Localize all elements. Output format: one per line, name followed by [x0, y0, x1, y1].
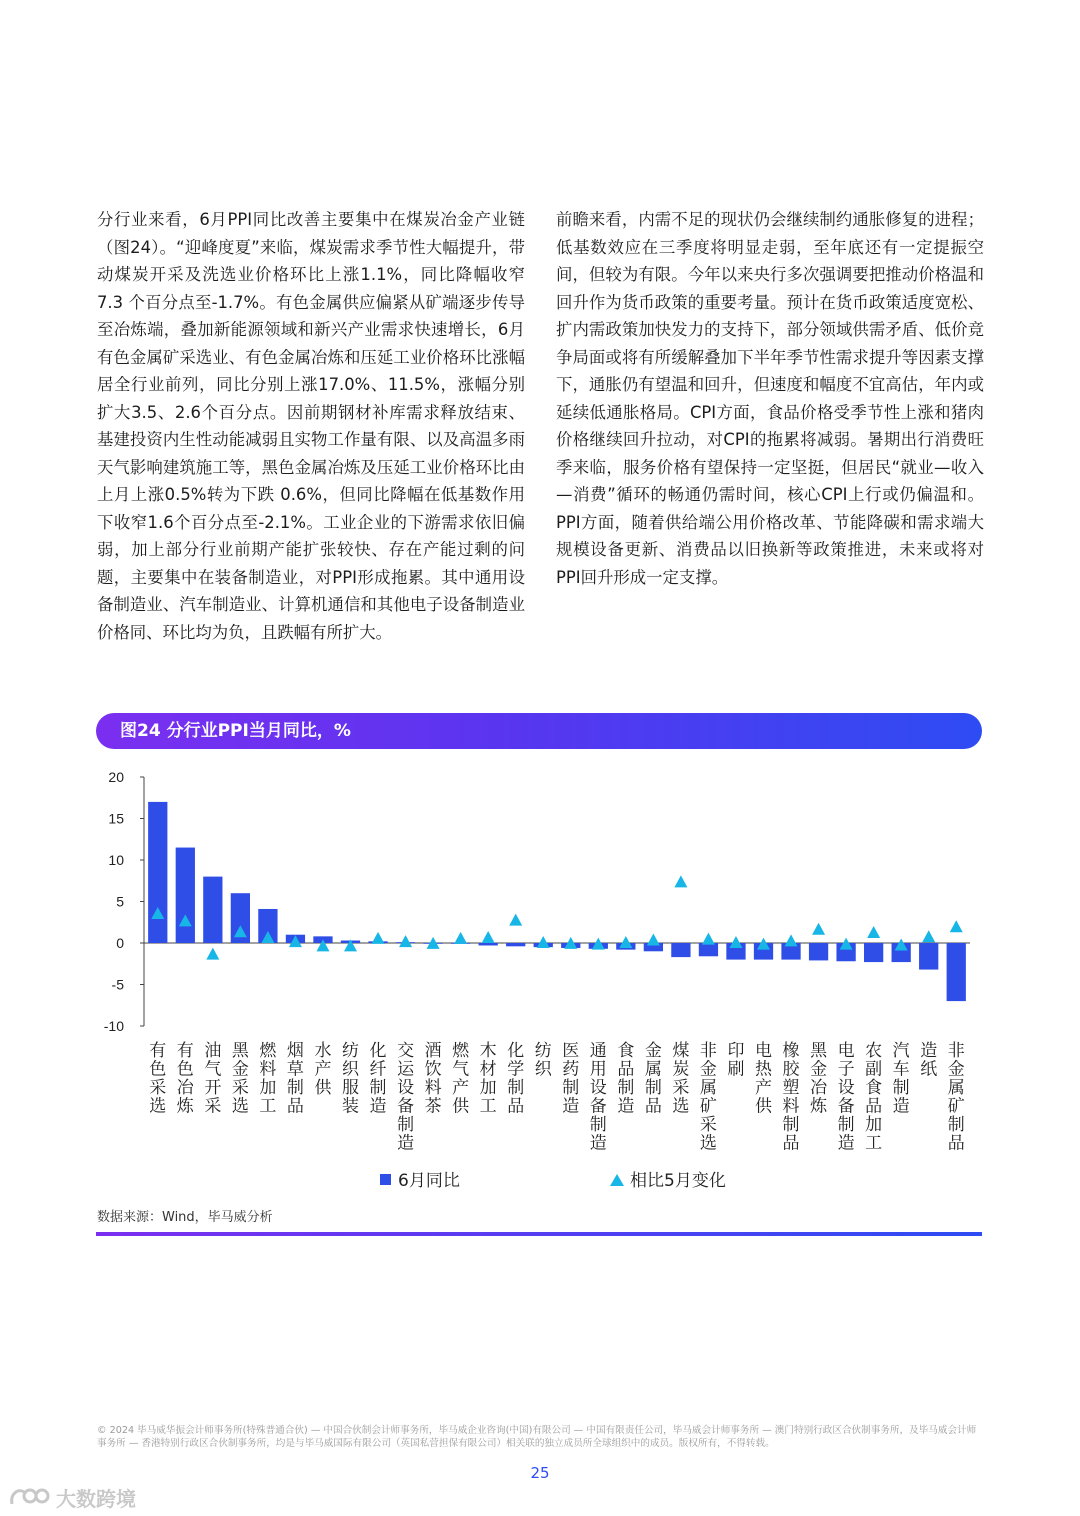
category-label: 金: [699, 1059, 717, 1080]
category-label: 饮: [424, 1059, 442, 1080]
change-marker: [537, 936, 550, 948]
change-marker: [372, 932, 385, 944]
bar: [203, 877, 222, 943]
change-marker: [399, 935, 412, 947]
category-label: 副: [865, 1059, 883, 1080]
category-label: 供: [314, 1078, 332, 1098]
category-label: 燃: [259, 1041, 277, 1061]
category-label: 造: [617, 1096, 635, 1117]
category-label: 酒: [424, 1041, 442, 1061]
category-label: 刷: [727, 1059, 745, 1080]
change-marker: [922, 930, 935, 942]
change-marker: [674, 875, 687, 887]
category-label: 设: [589, 1078, 607, 1098]
category-label: 橡: [782, 1041, 800, 1061]
category-label: 金: [231, 1059, 249, 1080]
category-label: 装: [342, 1096, 359, 1117]
category-label: 制: [369, 1078, 387, 1098]
change-marker: [729, 936, 742, 948]
category-label: 品: [617, 1059, 635, 1080]
category-label: 纺: [534, 1041, 552, 1061]
category-label: 制: [892, 1078, 910, 1098]
bar: [864, 943, 883, 962]
category-label: 产: [755, 1078, 772, 1098]
category-label: 选: [149, 1096, 167, 1117]
change-marker: [206, 948, 219, 960]
category-label: 制: [286, 1078, 304, 1098]
category-label: 非: [699, 1041, 717, 1061]
category-label: 品: [286, 1096, 304, 1117]
category-label: 金: [947, 1059, 965, 1080]
category-label: 采: [672, 1078, 690, 1098]
change-marker: [867, 926, 880, 938]
figure-title-banner: [96, 713, 982, 749]
page-number: 25: [530, 1464, 550, 1482]
change-marker: [647, 934, 660, 946]
y-tick-label: 5: [116, 893, 124, 910]
category-label: 供: [452, 1096, 470, 1117]
category-label: 选: [672, 1096, 690, 1117]
change-marker: [454, 932, 467, 944]
change-marker: [950, 920, 963, 932]
category-label: 工: [259, 1096, 277, 1117]
category-label: 色: [176, 1059, 194, 1080]
category-label: 纺: [342, 1041, 359, 1061]
category-label: 冶: [176, 1078, 194, 1098]
bar: [176, 848, 195, 943]
watermark: [8, 1482, 136, 1512]
bar: [506, 943, 525, 946]
category-label: 制: [644, 1078, 662, 1098]
legend-triangle-swatch: [610, 1174, 624, 1186]
category-label: 品: [507, 1096, 525, 1117]
category-label: 木: [479, 1041, 497, 1061]
legend-item-marker: [610, 1170, 726, 1192]
y-tick-label: 15: [108, 810, 124, 827]
figure-source: 数据来源：Wind，毕马威分析: [97, 1210, 273, 1225]
y-tick-label: 0: [116, 935, 124, 951]
category-label: 子: [837, 1059, 855, 1080]
category-label: 车: [892, 1059, 910, 1080]
category-label: 采: [699, 1115, 717, 1135]
category-label: 茶: [424, 1096, 442, 1117]
category-label: 料: [782, 1096, 800, 1117]
category-label: 医: [562, 1041, 580, 1061]
y-tick-label: -10: [103, 1018, 124, 1034]
category-label: 非: [947, 1041, 965, 1061]
change-marker: [785, 934, 798, 946]
category-label: 矿: [699, 1096, 717, 1117]
category-label: 品: [782, 1133, 800, 1154]
category-label: 品: [644, 1096, 662, 1117]
category-label: 采: [231, 1078, 249, 1098]
change-marker: [482, 931, 495, 943]
category-label: 色: [149, 1059, 167, 1080]
category-label: 加: [865, 1115, 883, 1135]
category-label: 烟: [286, 1041, 304, 1061]
category-label: 品: [947, 1133, 965, 1154]
category-label: 用: [589, 1059, 607, 1080]
category-label: 制: [397, 1115, 415, 1135]
category-label: 制: [562, 1078, 580, 1098]
category-label: 属: [947, 1078, 965, 1098]
category-label: 运: [397, 1059, 415, 1080]
category-label: 炼: [176, 1096, 194, 1117]
bar: [148, 802, 167, 943]
category-label: 印: [727, 1041, 745, 1061]
category-label: 备: [837, 1096, 855, 1117]
y-tick-label: 20: [108, 769, 124, 785]
category-label: 备: [589, 1096, 607, 1117]
category-label: 热: [755, 1059, 772, 1080]
category-label: 纸: [920, 1059, 938, 1080]
category-label: 塑: [782, 1078, 800, 1098]
category-label: 炼: [810, 1096, 828, 1117]
category-label: 食: [865, 1078, 883, 1098]
category-label: 煤: [672, 1041, 690, 1061]
category-label: 品: [865, 1096, 883, 1117]
legend-bar-label: 6月同比: [398, 1171, 460, 1191]
bar: [671, 943, 690, 957]
category-label: 造: [369, 1096, 387, 1117]
change-marker: [702, 933, 715, 945]
category-label: 造: [892, 1096, 910, 1117]
category-label: 金: [810, 1059, 828, 1080]
category-label: 采: [204, 1096, 222, 1117]
category-label: 采: [149, 1078, 167, 1098]
category-label: 化: [507, 1041, 525, 1061]
right-paragraph: 前瞻来看，内需不足的现状仍会继续制约通胀修复的进程；低基数效应在三季度将明显走弱，至年底还有一定提振空间，但较为有限。今年以来央行多次强调要把推动价格温和回升作为货币政策的重要考量。预计在货币政策适度宽松、扩内需政策加快发力的支持下，部分领域供需矛盾、低价竞争局面或将有所缓解叠加下半年季节性需求提升等因素支撑下，通胀仍有望温和回升，但速度和幅度不宜高估，年内或延续低通胀格局。CPI方面，食品价格受季节性上涨和猪肉价格继续回升拉动，对CPI的拖累将减弱。暑期出行消费旺季来临，服务价格有望保持一定坚挺，但居民“就业—收入—消费”循环的畅通仍需时间，核心CPI上行或仍偏温和。PPI方面，随着供给端公用价格改革、节能降碳和需求端大规模设备更新、消费品以旧换新等政策推进，未来或将对PPI回升形成一定支撑。: [556, 210, 984, 587]
y-tick-label: -5: [111, 976, 124, 993]
bar: [809, 943, 828, 960]
category-label: 材: [479, 1059, 497, 1080]
watermark-text: 大数跨境: [56, 1486, 136, 1511]
left-paragraph: 分行业来看，6月PPI同比改善主要集中在煤炭冶金产业链（图24）。“迎峰度夏”来临，煤炭需求季节性大幅提升，带动煤炭开采及洗选业价格环比上涨1.1%，同比降幅收窄 7.3 个百分点至-1.7%。有色金属供应偏紧从矿端逐步传导至冶炼端，叠加新能源领域和新兴产业需求快速增长，6月有色金属矿采选业、有色金属冶炼和压延工业价格环比涨幅居全行业前列，同比分别上涨17.0%、11.5%，涨幅分别扩大3.5、2.6个百分点。因前期钢材补库需求释放结束、基建投资内生性动能减弱且实物工作量有限、以及高温多雨天气影响建筑施工等，黑色金属冶炼及压延工业价格环比由上月上涨0.5%转为下跌 0.6%，但同比降幅在低基数作用下收窄1.6个百分点至-2.1%。工业企业的下游需求依旧偏弱，加上部分行业前期产能扩张较快、存在产能过剩的问题，主要集中在装备制造业，对PPI形成拖累。其中通用设备制造业、汽车制造业、计算机通信和其他电子设备制造业价格同、环比均为负，且跌幅有所扩大。: [97, 210, 525, 642]
category-label: 电: [755, 1041, 772, 1061]
category-label: 料: [424, 1078, 442, 1098]
category-label: 造: [562, 1096, 580, 1117]
legend-marker-label: 相比5月变化: [630, 1171, 726, 1191]
bar: [919, 943, 938, 970]
change-marker: [619, 936, 632, 948]
category-label: 选: [699, 1133, 717, 1154]
category-label: 有: [176, 1041, 194, 1061]
category-label: 化: [369, 1041, 387, 1061]
category-label: 织: [534, 1059, 552, 1080]
category-label: 油: [204, 1041, 222, 1061]
category-label: 电: [837, 1041, 855, 1061]
category-label: 有: [149, 1041, 167, 1061]
category-label: 备: [397, 1096, 415, 1117]
category-label: 制: [617, 1078, 635, 1098]
category-label: 纤: [369, 1059, 387, 1080]
category-label: 选: [231, 1096, 249, 1117]
change-marker: [509, 914, 522, 926]
category-label: 交: [397, 1041, 415, 1061]
category-label: 学: [507, 1059, 525, 1080]
category-label: 造: [837, 1133, 855, 1154]
category-label: 制: [837, 1115, 855, 1135]
category-label: 水: [314, 1041, 332, 1061]
bar: [479, 943, 498, 945]
category-label: 气: [204, 1059, 222, 1080]
category-label: 汽: [892, 1041, 910, 1061]
category-label: 服: [342, 1078, 359, 1098]
category-label: 供: [755, 1096, 772, 1117]
category-label: 制: [589, 1115, 607, 1135]
category-label: 造: [589, 1133, 607, 1154]
category-label: 产: [314, 1059, 332, 1080]
bar: [699, 943, 718, 956]
category-label: 冶: [810, 1078, 828, 1098]
category-label: 产: [452, 1078, 470, 1098]
category-label: 工: [865, 1133, 883, 1154]
category-label: 加: [259, 1078, 277, 1098]
legend-item-bar: [380, 1170, 460, 1192]
category-label: 矿: [947, 1096, 965, 1117]
category-label: 食: [617, 1041, 635, 1061]
bar: [947, 943, 966, 1001]
category-label: 药: [562, 1059, 580, 1080]
category-label: 设: [397, 1078, 415, 1098]
category-label: 炭: [672, 1059, 690, 1080]
category-label: 设: [837, 1078, 855, 1098]
watermark-logo-icon: [8, 1484, 50, 1510]
category-label: 料: [259, 1059, 277, 1080]
category-label: 属: [644, 1059, 662, 1080]
category-label: 通: [589, 1041, 607, 1061]
category-label: 金: [644, 1041, 662, 1061]
ppi-industry-chart: [96, 760, 982, 1160]
category-label: 造: [397, 1133, 415, 1154]
change-marker: [812, 923, 825, 935]
y-tick-label: 10: [108, 852, 124, 868]
category-label: 工: [479, 1096, 497, 1117]
category-label: 气: [452, 1059, 470, 1080]
footer-copyright: © 2024 毕马威华振会计师事务所(特殊普通合伙) — 中国合伙制会计师事务所，毕马威企业咨询(中国)有限公司 — 中国有限责任公司，毕马威会计师事务所 — 澳门特别行政区合伙制事务所，及毕马威会计师事务所 — 香港特别行政区合伙制事务所，均是与毕马威国际有限公司（英国私营担保有限公司）相关联的独立成员所全球组织中的成员。版权所有，不得转载。: [97, 1425, 977, 1449]
category-label: 黑: [231, 1041, 249, 1061]
figure-title: 图24 分行业PPI当月同比，%: [120, 721, 351, 741]
figure-divider: [96, 1232, 982, 1236]
category-label: 织: [342, 1059, 359, 1080]
category-label: 黑: [810, 1041, 828, 1061]
legend-bar-swatch: [380, 1174, 391, 1185]
category-label: 燃: [452, 1041, 470, 1061]
category-label: 制: [507, 1078, 525, 1098]
category-label: 造: [920, 1041, 938, 1061]
category-label: 加: [479, 1078, 497, 1098]
category-label: 农: [865, 1041, 883, 1061]
category-label: 胶: [782, 1059, 800, 1080]
category-label: 开: [204, 1078, 222, 1098]
category-label: 草: [286, 1059, 304, 1080]
category-label: 属: [699, 1078, 717, 1098]
category-label: 制: [782, 1115, 800, 1135]
category-label: 制: [947, 1115, 965, 1135]
